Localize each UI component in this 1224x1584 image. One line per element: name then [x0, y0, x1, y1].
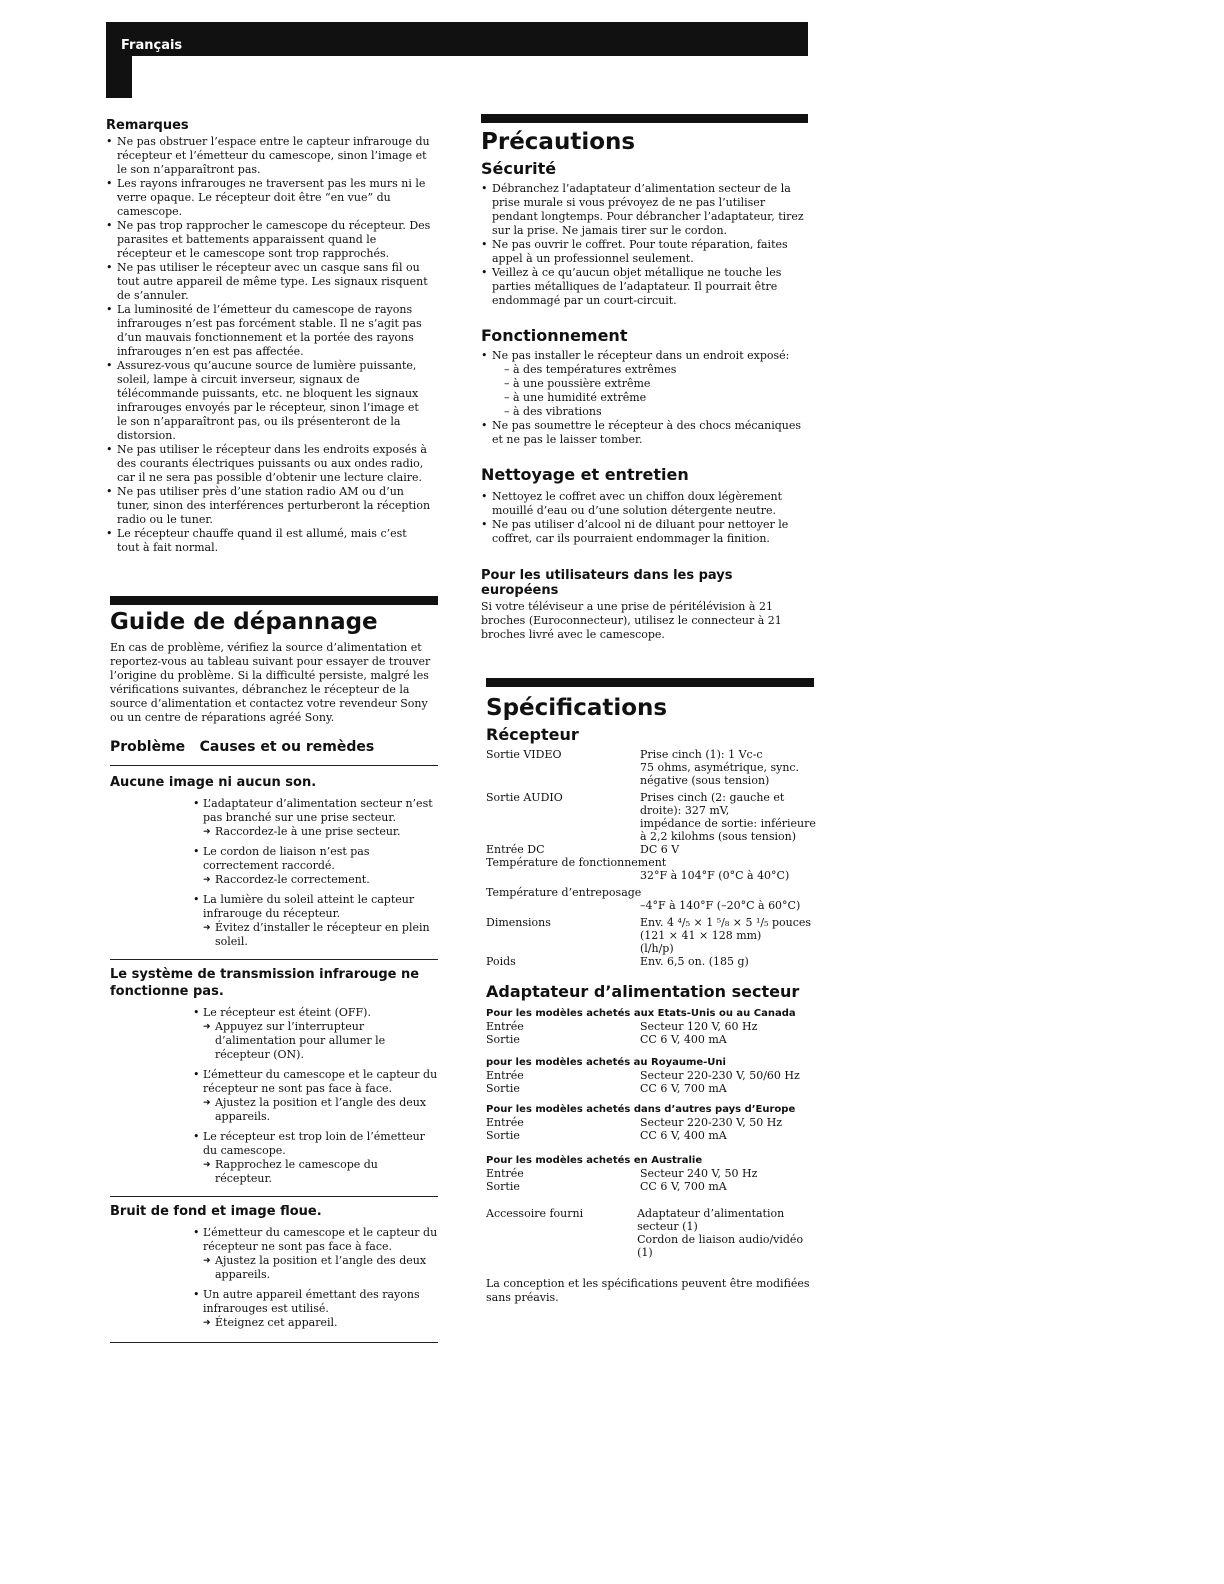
table-divider — [110, 1196, 438, 1197]
remedy-text: ➜ Raccordez-le correctement. — [203, 873, 438, 887]
remarques-item: • Ne pas utiliser près d’une station radio AM ou d’un tuner, sinon des interférences perturberont la réception radio ou le tuner. — [106, 485, 432, 527]
problem-row — [110, 1203, 438, 1330]
cause-item — [193, 845, 438, 887]
guide-section-bar — [110, 596, 438, 605]
cause-text: • L’adaptateur d’alimentation secteur n’est pas branché sur une prise secteur. — [203, 797, 433, 824]
spec-value: Env. 6,5 on. (185 g) — [640, 955, 749, 968]
remarques-item: • Ne pas obstruer l’espace entre le capteur infrarouge du récepteur et l’émetteur du camescope, sinon l’image et le son n’apparaîtront pas. — [106, 135, 432, 177]
language-header-tab — [106, 22, 132, 98]
guide-section — [110, 596, 438, 1343]
recepteur-specs-table — [486, 748, 816, 968]
problem-title: Le système de transmission infrarouge ne fonctionne pas. — [110, 967, 420, 999]
remedy-text: ➜ Éteignez cet appareil. — [203, 1316, 438, 1330]
sortie-value: CC 6 V, 700 mA — [640, 1082, 727, 1095]
remarques-item: • Ne pas utiliser le récepteur dans les endroits exposés à des courants électriques puissants ou aux ondes radio, car il ne sera pas possible d’obtenir une lecture claire. — [106, 443, 432, 485]
spec-row — [486, 748, 816, 787]
remarques-section — [106, 118, 432, 555]
spec-label: Dimensions — [486, 916, 551, 929]
problem-title: Aucune image ni aucun son. — [110, 775, 317, 790]
remedy-text: ➜ Ajustez la position et l’angle des deux appareils. — [203, 1096, 438, 1124]
problem-row — [110, 966, 438, 1186]
spec-value: Prises cinch (2: gauche et droite): 327 mV, impédance de sortie: inférieure à 2,2 kilohms (sous tension) — [640, 791, 816, 843]
adaptateur-title: Adaptateur d’alimentation secteur — [486, 982, 800, 1001]
cause-text: • Le récepteur est trop loin de l’émetteur du camescope. — [203, 1130, 425, 1157]
model-table — [486, 1167, 757, 1193]
europe-text: Si votre téléviseur a une prise de péritélévision à 21 broches (Euroconnecteur), utilisez le connecteur à 21 broches livré avec le camescope. — [481, 600, 782, 641]
spec-label: Température de fonctionnement — [486, 856, 667, 869]
guide-table-header — [110, 739, 438, 755]
model-heading: pour les modèles achetés au Royaume-Uni — [486, 1057, 726, 1068]
remarques-title: Remarques — [106, 118, 189, 133]
accessoire-table — [486, 1207, 814, 1259]
securite-item: • Veillez à ce qu’aucun objet métallique ne touche les parties métalliques de l’adaptateur. Il pourrait être endommagé par un court-circuit. — [481, 266, 808, 308]
spec-row — [486, 955, 816, 968]
spec-row — [486, 899, 816, 912]
spec-row — [486, 856, 816, 869]
fonctionnement-item: • Ne pas soumettre le récepteur à des chocs mécaniques et ne pas le laisser tomber. — [481, 419, 808, 447]
problem-row — [110, 774, 438, 949]
europe-title: Pour les utilisateurs dans les pays européens — [481, 568, 733, 598]
specs-note: La conception et les spécifications peuvent être modifiées sans préavis. — [486, 1277, 810, 1304]
cause-item — [193, 797, 438, 839]
language-label: Français — [121, 38, 183, 53]
spec-label: Température d’entreposage — [486, 886, 642, 899]
fonctionnement-item — [481, 349, 808, 419]
remarques-item: • Assurez-vous qu’aucune source de lumière puissante, soleil, lampe à circuit inverseur, signaux de télécommande puissants, etc. ne bloquent les signaux infrarouges envoyés par le récepteur, sinon l’image et le son n’apparaîtront pas, ou ils présenteront de la distorsion. — [106, 359, 432, 443]
cause-item — [193, 1288, 438, 1330]
entree-label: Entrée — [486, 1167, 524, 1180]
fonctionnement-list — [481, 349, 808, 447]
entree-label: Entrée — [486, 1116, 524, 1129]
fonctionnement-title: Fonctionnement — [481, 326, 628, 345]
accessoire-value: Adaptateur d’alimentation secteur (1) Cordon de liaison audio/vidéo (1) — [637, 1207, 804, 1259]
entree-value: Secteur 240 V, 50 Hz — [640, 1167, 758, 1180]
sortie-label: Sortie — [486, 1129, 520, 1142]
cause-text: • Le cordon de liaison n’est pas correctement raccordé. — [203, 845, 370, 872]
model-block — [486, 1056, 814, 1095]
specifications-title: Spécifications — [486, 695, 668, 721]
spec-row — [486, 843, 816, 856]
model-table — [486, 1116, 782, 1142]
causes-column-header: Causes et ou remèdes — [199, 739, 375, 755]
nettoyage-item: • Nettoyez le coffret avec un chiffon doux légèrement mouillé d’eau ou d’une solution détergente neutre. — [481, 490, 808, 518]
model-table — [486, 1069, 800, 1095]
cause-item — [193, 1130, 438, 1186]
model-table — [486, 1020, 757, 1046]
spec-value: Env. 4 ⁴/₅ × 1 ⁵/₈ × 5 ¹/₅ pouces (121 × 41 × 128 mm) (l/h/p) — [640, 916, 812, 955]
problem-title: Bruit de fond et image floue. — [110, 1204, 322, 1219]
remedy-text: ➜ Rapprochez le camescope du récepteur. — [203, 1158, 438, 1186]
sortie-value: CC 6 V, 700 mA — [640, 1180, 727, 1193]
model-block — [486, 1154, 814, 1193]
entree-label: Entrée — [486, 1069, 524, 1082]
causes-list — [110, 797, 438, 949]
condition-item: – à une humidité extrême — [504, 391, 647, 404]
remarques-item: • Les rayons infrarouges ne traversent pas les murs ni le verre opaque. Le récepteur doit être “en vue” du camescope. — [106, 177, 432, 219]
entree-value: Secteur 220-230 V, 50/60 Hz — [640, 1069, 800, 1082]
language-header-bar — [106, 22, 808, 56]
sortie-value: CC 6 V, 400 mA — [640, 1033, 727, 1046]
table-divider — [110, 765, 438, 766]
spec-row — [486, 869, 816, 882]
model-heading: Pour les modèles achetés dans d’autres pays d’Europe — [486, 1104, 796, 1115]
spec-label: Sortie VIDEO — [486, 748, 562, 761]
remarques-item: • Ne pas trop rapprocher le camescope du récepteur. Des parasites et battements apparaissent quand le récepteur et le camescope sont trop rapprochés. — [106, 219, 432, 261]
cause-text: • L’émetteur du camescope et le capteur du récepteur ne sont pas face à face. — [203, 1068, 438, 1095]
causes-list — [110, 1006, 438, 1186]
guide-title: Guide de dépannage — [110, 609, 378, 635]
entree-label: Entrée — [486, 1020, 524, 1033]
securite-list — [481, 182, 808, 308]
spec-value: –4°F à 140°F (–20°C à 60°C) — [640, 899, 801, 912]
cause-text: • Un autre appareil émettant des rayons infrarouges est utilisé. — [203, 1288, 420, 1315]
spec-row — [486, 787, 816, 843]
cause-item — [193, 1068, 438, 1124]
table-divider — [110, 959, 438, 960]
model-heading: Pour les modèles achetés en Australie — [486, 1155, 703, 1166]
nettoyage-title: Nettoyage et entretien — [481, 465, 689, 484]
precautions-title: Précautions — [481, 129, 636, 155]
guide-intro: En cas de problème, vérifiez la source d’alimentation et reportez-vous au tableau suivant pour essayer de trouver l’origine du problème. Si la difficulté persiste, malgré les vérifications suivantes, débranchez le récepteur de la source d’alimentation et contactez votre revendeur Sony ou un centre de réparations agréé Sony. — [110, 641, 431, 724]
sortie-label: Sortie — [486, 1082, 520, 1095]
spec-value: Prise cinch (1): 1 Vc-c 75 ohms, asymétrique, sync. négative (sous tension) — [640, 748, 800, 787]
sortie-label: Sortie — [486, 1180, 520, 1193]
spec-row — [486, 882, 816, 899]
causes-list — [110, 1226, 438, 1330]
securite-title: Sécurité — [481, 159, 557, 178]
precautions-section-bar — [481, 114, 808, 123]
cause-text: • L’émetteur du camescope et le capteur du récepteur ne sont pas face à face. — [203, 1226, 438, 1253]
spec-value: DC 6 V — [640, 843, 680, 856]
accessoire-label: Accessoire fourni — [486, 1207, 584, 1220]
remarques-item: • Ne pas utiliser le récepteur avec un casque sans fil ou tout autre appareil de même type. Les signaux risquent de s’annuler. — [106, 261, 432, 303]
nettoyage-item: • Ne pas utiliser d’alcool ni de diluant pour nettoyer le coffret, car ils pourraient endommager la finition. — [481, 518, 808, 546]
entree-value: Secteur 220-230 V, 50 Hz — [640, 1116, 783, 1129]
spec-label: Entrée DC — [486, 843, 545, 856]
remarques-list — [106, 135, 432, 555]
entree-value: Secteur 120 V, 60 Hz — [640, 1020, 758, 1033]
securite-item: • Ne pas ouvrir le coffret. Pour toute réparation, faites appel à un professionnel seulement. — [481, 238, 808, 266]
model-heading: Pour les modèles achetés aux Etats-Unis ou au Canada — [486, 1008, 796, 1019]
specifications-section — [486, 678, 814, 1305]
spec-row — [486, 912, 816, 955]
model-block — [486, 1007, 814, 1046]
sortie-label: Sortie — [486, 1033, 520, 1046]
sortie-value: CC 6 V, 400 mA — [640, 1129, 727, 1142]
precautions-section — [481, 114, 808, 642]
cause-text: • Le récepteur est éteint (OFF). — [203, 1006, 371, 1019]
securite-item: • Débranchez l’adaptateur d’alimentation secteur de la prise murale si vous prévoyez de ne pas l’utiliser pendant longtemps. Pour débrancher l’adaptateur, tirez sur la prise. Ne jamais tirer sur le cordon. — [481, 182, 808, 238]
problem-column-header: Problème — [110, 739, 186, 755]
remedy-text: ➜ Appuyez sur l’interrupteur d’alimentation pour allumer le récepteur (ON). — [203, 1020, 438, 1062]
remarques-item: • Le récepteur chauffe quand il est allumé, mais c’est tout à fait normal. — [106, 527, 432, 555]
cause-item — [193, 1006, 438, 1062]
remarques-item: • La luminosité de l’émetteur du camescope de rayons infrarouges n’est pas forcément stable. Il ne s’agit pas d’un mauvais fonctionnement et la portée des rayons infrarouges n’en est pas affectée. — [106, 303, 432, 359]
remedy-text: ➜ Évitez d’installer le récepteur en plein soleil. — [203, 921, 438, 949]
condition-item: – à des températures extrêmes — [504, 363, 677, 376]
spec-label: Poids — [486, 955, 516, 968]
cause-item — [193, 1226, 438, 1282]
condition-item: – à une poussière extrême — [504, 377, 651, 390]
cause-item — [193, 893, 438, 949]
remedy-text: ➜ Raccordez-le à une prise secteur. — [203, 825, 438, 839]
model-block — [486, 1103, 814, 1142]
specifications-section-bar — [486, 678, 814, 687]
recepteur-title: Récepteur — [486, 725, 579, 744]
fonctionnement-item-text: Ne pas installer le récepteur dans un endroit exposé: — [492, 349, 790, 362]
remedy-text: ➜ Ajustez la position et l’angle des deux appareils. — [203, 1254, 438, 1282]
nettoyage-list — [481, 490, 808, 546]
table-divider — [110, 1342, 438, 1343]
cause-text: • La lumière du soleil atteint le capteur infrarouge du récepteur. — [203, 893, 415, 920]
condition-item: – à des vibrations — [504, 405, 602, 418]
spec-value: 32°F à 104°F (0°C à 40°C) — [640, 869, 790, 882]
spec-label: Sortie AUDIO — [486, 791, 563, 804]
